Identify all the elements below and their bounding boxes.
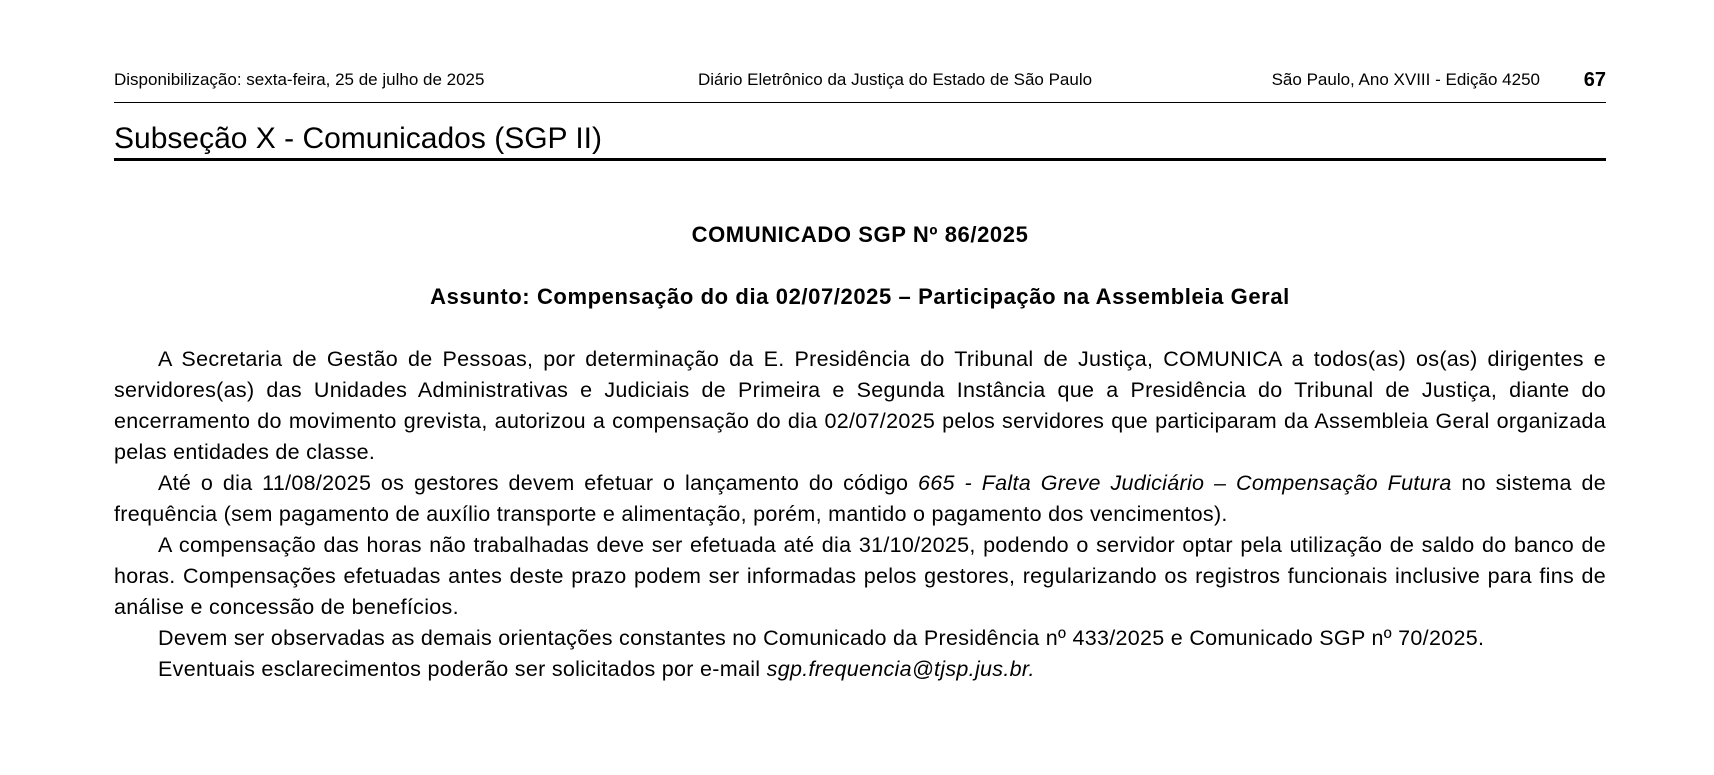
document-body (114, 344, 1606, 685)
paragraph-2 (114, 468, 1606, 530)
paragraph-5-text: Eventuais esclarecimentos poderão ser solicitados por e-mail (158, 657, 767, 681)
paragraph-2-text-start: Até o dia 11/08/2025 os gestores devem efetuar o lançamento do código (158, 471, 919, 495)
page-number: 67 (1583, 69, 1606, 91)
paragraph-1: A Secretaria de Gestão de Pessoas, por determinação da E. Presidência do Tribunal de Justiça, COMUNICA a todos(as) os(as) dirigentes e servidores(as) das Unidades Administrativas e Judiciais de Primeira e Segunda Instância que a Presidência do Tribunal de Justiça, diante do encerramento do movimento grevista, autorizou a compensação do dia 02/07/2025 pelos servidores que participaram da Assembleia Geral organizada pelas entidades de classe. (114, 347, 1606, 464)
header-divider (114, 102, 1606, 103)
absence-code: 665 - Falta Greve Judiciário – Compensação Futura (918, 471, 1452, 495)
paragraph-2-text-end: no sistema de frequência (sem pagamento de auxílio transporte e alimentação, porém, mantido o pagamento dos vencimentos). (114, 471, 1606, 526)
paragraph-3: A compensação das horas não trabalhadas deve ser efetuada até dia 31/10/2025, podendo o servidor optar pela utilização de saldo do banco de horas. Compensações efetuadas antes deste prazo podem ser informadas pelos gestores, regularizando os registros funcionais inclusive para fins de análise e concessão de benefícios. (114, 533, 1606, 619)
journal-name: Diário Eletrônico da Justiça do Estado de São Paulo (698, 70, 1093, 89)
edition-info: São Paulo, Ano XVIII - Edição 4250 (1271, 70, 1540, 89)
section-title: Subseção X - Comunicados (SGP II) (114, 122, 602, 155)
publication-date: Disponibilização: sexta-feira, 25 de julho de 2025 (114, 70, 485, 89)
document-title: COMUNICADO SGP Nº 86/2025 (691, 222, 1029, 247)
contact-email: sgp.frequencia@tjsp.jus.br. (766, 657, 1035, 681)
page-header (114, 68, 1606, 94)
document-subject: Assunto: Compensação do dia 02/07/2025 – Participação na Assembleia Geral (430, 284, 1290, 309)
paragraph-5 (114, 654, 1606, 685)
section-divider (114, 158, 1606, 161)
paragraph-4: Devem ser observadas as demais orientações constantes no Comunicado da Presidência nº 433/2025 e Comunicado SGP nº 70/2025. (158, 626, 1485, 650)
